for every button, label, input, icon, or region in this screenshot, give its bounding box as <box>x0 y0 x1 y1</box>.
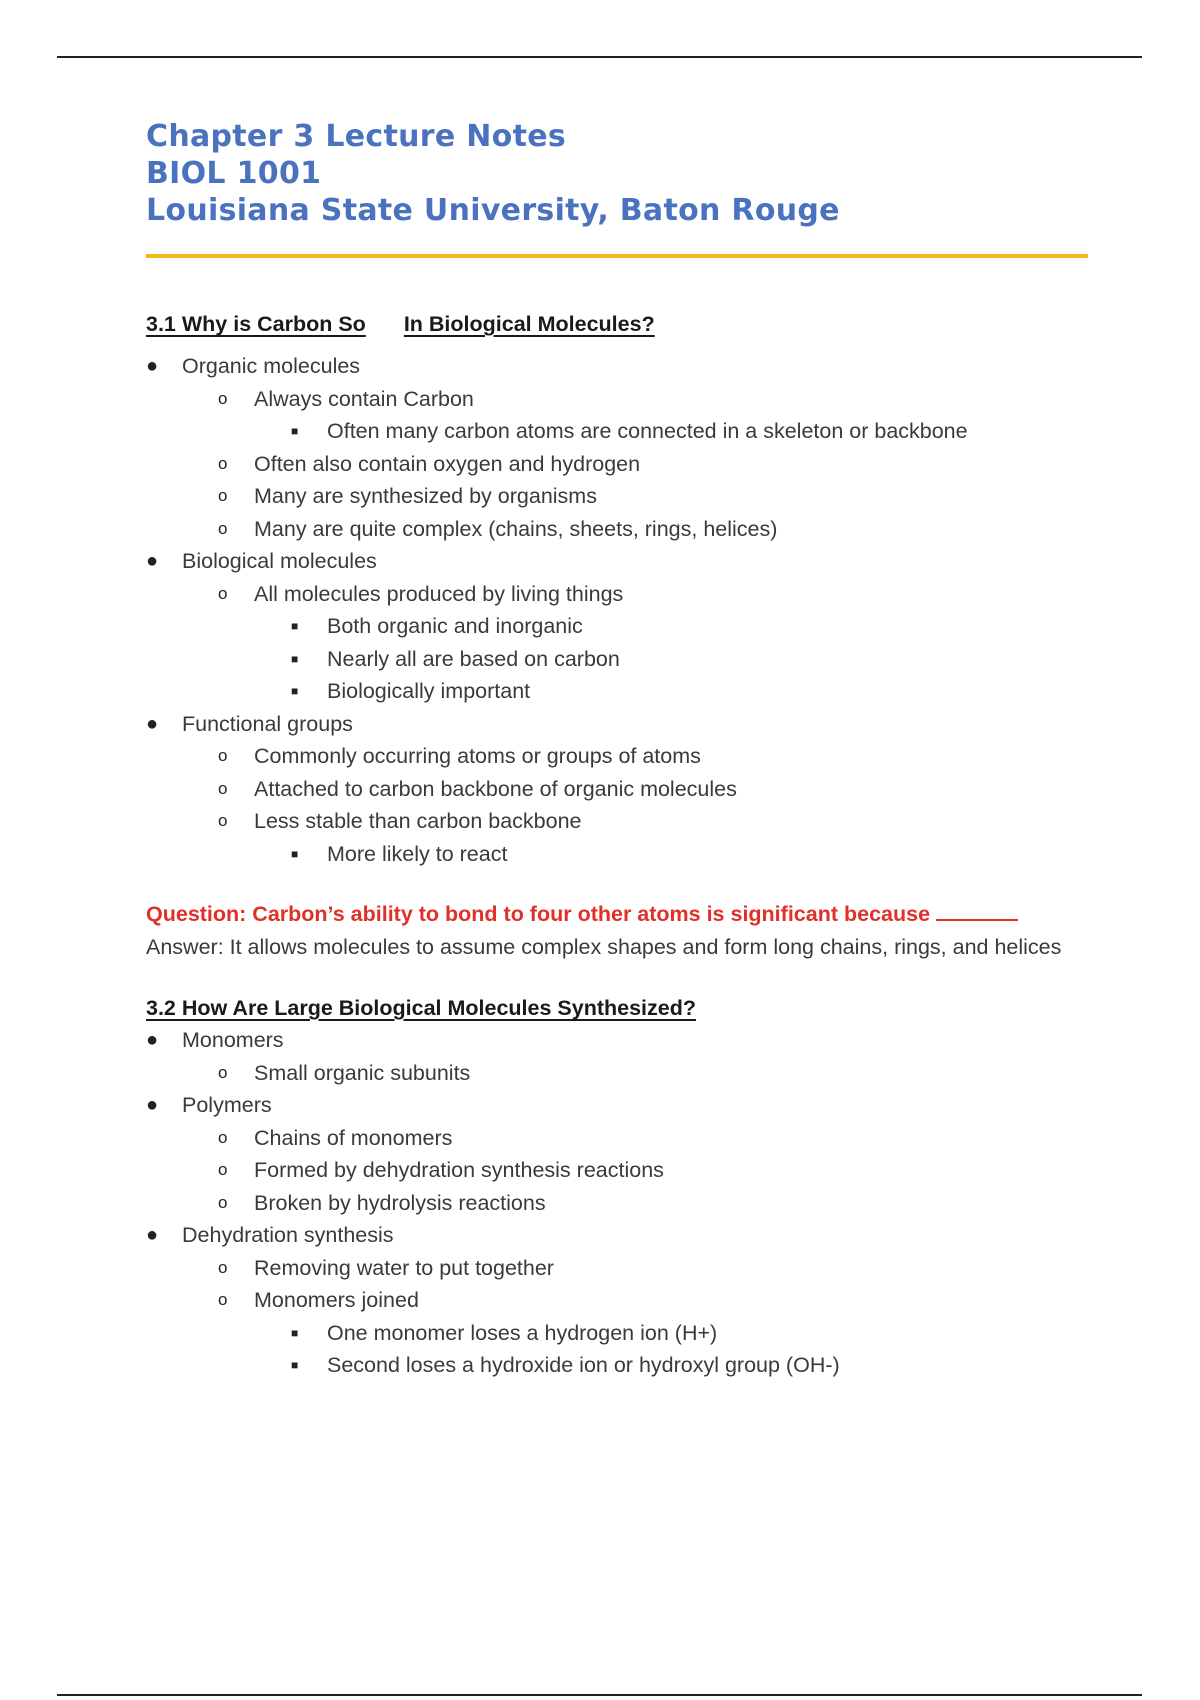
document-title <box>146 118 1086 229</box>
list-item-text: Many are quite complex (chains, sheets, rings, helices) <box>254 516 778 541</box>
bullet-icon: ● <box>146 1224 159 1246</box>
answer-line: Answer: It allows molecules to assume complex shapes and form long chains, rings, and helices <box>146 934 1062 959</box>
square-bullet-icon: ■ <box>291 619 299 633</box>
list-item-text: All molecules produced by living things <box>254 581 624 606</box>
circle-bullet-icon: o <box>218 1192 228 1212</box>
document-body <box>146 308 1106 1382</box>
list-item-text: Monomers <box>182 1028 284 1052</box>
bullet-icon: ● <box>146 712 159 735</box>
square-bullet-icon: ■ <box>291 1325 299 1340</box>
square-bullet-icon: ■ <box>291 846 299 861</box>
circle-bullet-icon: o <box>218 1127 228 1147</box>
square-bullet-icon: ■ <box>291 1358 299 1372</box>
list-item-text: Attached to carbon backbone of organic molecules <box>254 776 737 801</box>
list-item <box>146 643 1106 676</box>
list-item-text: Dehydration synthesis <box>182 1223 394 1247</box>
list-item <box>146 1252 1106 1285</box>
list-item <box>146 1024 1106 1057</box>
list-item-text: Many are synthesized by organisms <box>254 484 597 508</box>
list-item-text: Monomers joined <box>254 1288 419 1312</box>
circle-bullet-icon: o <box>218 1062 228 1082</box>
list-item-text: Nearly all are based on carbon <box>327 646 620 671</box>
circle-bullet-icon: o <box>218 486 228 505</box>
list-item-text: Small organic subunits <box>254 1060 471 1085</box>
section-heading-3-1-part1: 3.1 Why is Carbon So <box>146 312 366 336</box>
section-3-1-list <box>146 350 1106 870</box>
list-item <box>146 480 1106 513</box>
list-item <box>146 838 1106 871</box>
list-item-text: Removing water to put together <box>254 1255 554 1280</box>
list-item-text: Always contain Carbon <box>254 386 474 411</box>
circle-bullet-icon: o <box>218 583 228 603</box>
circle-bullet-icon: o <box>218 778 228 798</box>
bullet-icon: ● <box>146 1094 159 1116</box>
list-item <box>146 740 1106 773</box>
bullet-icon: ● <box>146 1029 159 1051</box>
list-item <box>146 610 1106 643</box>
circle-bullet-icon: o <box>218 811 228 830</box>
list-item-text: Polymers <box>182 1093 272 1117</box>
list-item <box>146 415 1106 448</box>
list-item <box>146 350 1106 383</box>
section-heading-3-2: 3.2 How Are Large Biological Molecules Synthesized? <box>146 996 696 1020</box>
bullet-icon: ● <box>146 550 159 572</box>
title-chapter: Chapter 3 Lecture Notes <box>146 119 567 154</box>
list-item <box>146 1089 1106 1122</box>
list-item <box>146 383 1106 416</box>
list-item-text: Formed by dehydration synthesis reactions <box>254 1158 664 1182</box>
title-divider <box>146 254 1088 258</box>
circle-bullet-icon: o <box>218 518 228 538</box>
list-item <box>146 545 1106 578</box>
title-course: BIOL 1001 <box>146 156 322 191</box>
list-item <box>146 708 1106 741</box>
list-item <box>146 1317 1106 1350</box>
list-item-text: More likely to react <box>327 841 508 866</box>
list-item-text: Commonly occurring atoms or groups of atoms <box>254 744 701 768</box>
list-item-text: Less stable than carbon backbone <box>254 809 582 833</box>
list-item-text: Often also contain oxygen and hydrogen <box>254 451 641 476</box>
list-item <box>146 578 1106 611</box>
title-university: Louisiana State University, Baton Rouge <box>146 193 840 228</box>
question-text: Question: Carbon’s ability to bond to four other atoms is significant because <box>146 902 931 926</box>
list-item-text: Often many carbon atoms are connected in a skeleton or backbone <box>327 419 968 443</box>
circle-bullet-icon: o <box>218 453 228 473</box>
list-item-text: Organic molecules <box>182 354 361 378</box>
circle-bullet-icon: o <box>218 1290 228 1309</box>
top-page-rule <box>57 56 1142 58</box>
list-item <box>146 1057 1106 1090</box>
list-item-text: Second loses a hydroxide ion or hydroxyl group (OH-) <box>327 1353 840 1377</box>
list-item <box>146 1122 1106 1155</box>
section-3-2-list <box>146 1024 1106 1382</box>
list-item <box>146 1284 1106 1317</box>
list-item <box>146 675 1106 708</box>
list-item-text: Both organic and inorganic <box>327 614 583 638</box>
circle-bullet-icon: o <box>218 1160 228 1179</box>
list-item-text: One monomer loses a hydrogen ion (H+) <box>327 1320 718 1345</box>
list-item-text: Broken by hydrolysis reactions <box>254 1190 546 1215</box>
circle-bullet-icon: o <box>218 388 228 408</box>
circle-bullet-icon: o <box>218 746 228 765</box>
answer-blank <box>936 901 1018 921</box>
square-bullet-icon: ■ <box>291 684 299 698</box>
list-item <box>146 1187 1106 1220</box>
list-item <box>146 1154 1106 1187</box>
section-heading-3-1 <box>146 308 1106 340</box>
bullet-icon: ● <box>146 355 159 377</box>
square-bullet-icon: ■ <box>291 424 299 438</box>
list-item <box>146 448 1106 481</box>
list-item <box>146 513 1106 546</box>
list-item-text: Functional groups <box>182 711 353 736</box>
list-item <box>146 805 1106 838</box>
list-item <box>146 1349 1106 1382</box>
list-item-text: Chains of monomers <box>254 1125 453 1150</box>
section-heading-3-1-part2: In Biological Molecules? <box>403 312 655 336</box>
list-item <box>146 773 1106 806</box>
list-item-text: Biologically important <box>327 679 531 703</box>
list-item-text: Biological molecules <box>182 549 377 573</box>
bottom-page-rule <box>57 1694 1142 1696</box>
question-line <box>146 898 1106 931</box>
circle-bullet-icon: o <box>218 1257 228 1277</box>
square-bullet-icon: ■ <box>291 651 299 666</box>
list-item <box>146 1219 1106 1252</box>
